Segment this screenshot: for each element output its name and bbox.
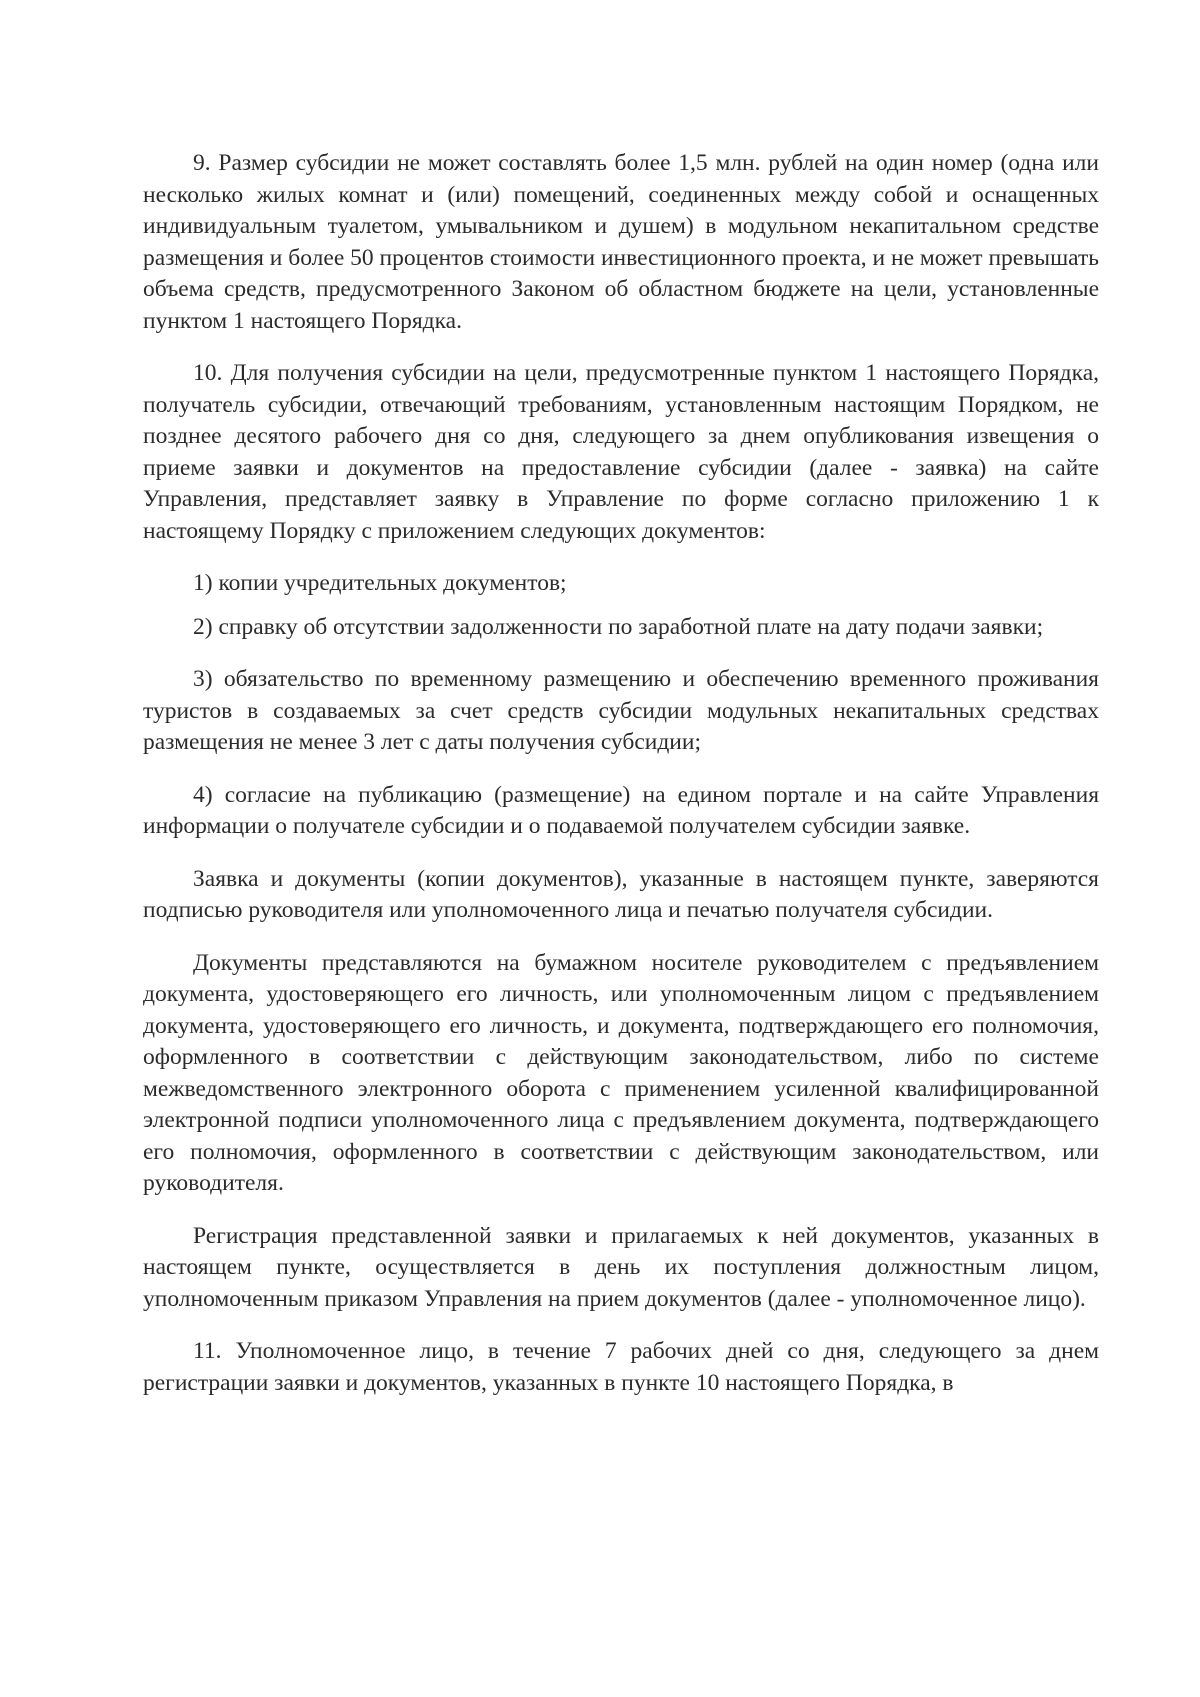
paragraph-submission-method: Документы представляются на бумажном носителе руководителем с предъявлением документа, удостоверяющего его личность, или уполномоченным лицом с предъявлением документа, удостоверяющего его личность, и документа, подтверждающего его полномочия, оформленного в соответствии с действующим законодательством, либо по системе межведомственного электронного оборота с применением усиленной квалифицированной электронной подписи уполномоченного лица с предъявлением документа, подтверждающего его полномочия, оформленного в соответствии с действующим законодательством, или руководителя. bbox=[143, 949, 1099, 1196]
list-item-publication-consent: 4) согласие на публикацию (размещение) на едином портале и на сайте Управления информации о получателе субсидии и о подаваемой получателем субсидии заявке. bbox=[143, 781, 1099, 839]
document-body bbox=[143, 148, 1099, 1420]
paragraph-item-11-review: 11. Уполномоченное лицо, в течение 7 рабочих дней со дня, следующего за днем регистрации заявки и документов, указанных в пункте 10 настоящего Порядка, в bbox=[143, 1338, 1099, 1396]
paragraph-item-10-application: 10. Для получения субсидии на цели, предусмотренные пунктом 1 настоящего Порядка, получатель субсидии, отвечающий требованиям, установленным настоящим Порядком, не позднее десятого рабочего дня со дня, следующего за днем опубликования извещения о приеме заявки и документов на предоставление субсидии (далее - заявка) на сайте Управления, представляет заявку в Управление по форме согласно приложению 1 к настоящему Порядку с приложением следующих документов: bbox=[143, 360, 1099, 544]
list-item-founding-documents: 1) копии учредительных документов; bbox=[193, 570, 567, 596]
list-item-accommodation-obligation: 3) обязательство по временному размещению и обеспечению временного проживания туристов в создаваемых за счет средств субсидии модульных некапитальных средствах размещения не менее 3 лет с даты получения субсидии; bbox=[143, 666, 1099, 755]
paragraph-registration: Регистрация представленной заявки и прилагаемых к ней документов, указанных в настоящем пункте, осуществляется в день их поступления должностным лицом, уполномоченным приказом Управления на прием документов (далее - уполномоченное лицо). bbox=[143, 1222, 1099, 1312]
paragraph-item-9-subsidy-size: 9. Размер субсидии не может составлять более 1,5 млн. рублей на один номер (одна или несколько жилых комнат и (или) помещений, соединенных между собой и оснащенных индивидуальным туалетом, умывальником и душем) в модульном некапитальном средстве размещения и более 50 процентов стоимости инвестиционного проекта, и не может превышать объема средств, предусмотренного Законом об областном бюджете на цели, установленные пунктом 1 настоящего Порядка. bbox=[143, 150, 1099, 334]
paragraph-certification: Заявка и документы (копии документов), указанные в настоящем пункте, заверяются подписью руководителя или уполномоченного лица и печатью получателя субсидии. bbox=[143, 865, 1099, 923]
list-item-no-wage-debt-certificate: 2) справку об отсутствии задолженности по заработной плате на дату подачи заявки; bbox=[193, 613, 1044, 640]
